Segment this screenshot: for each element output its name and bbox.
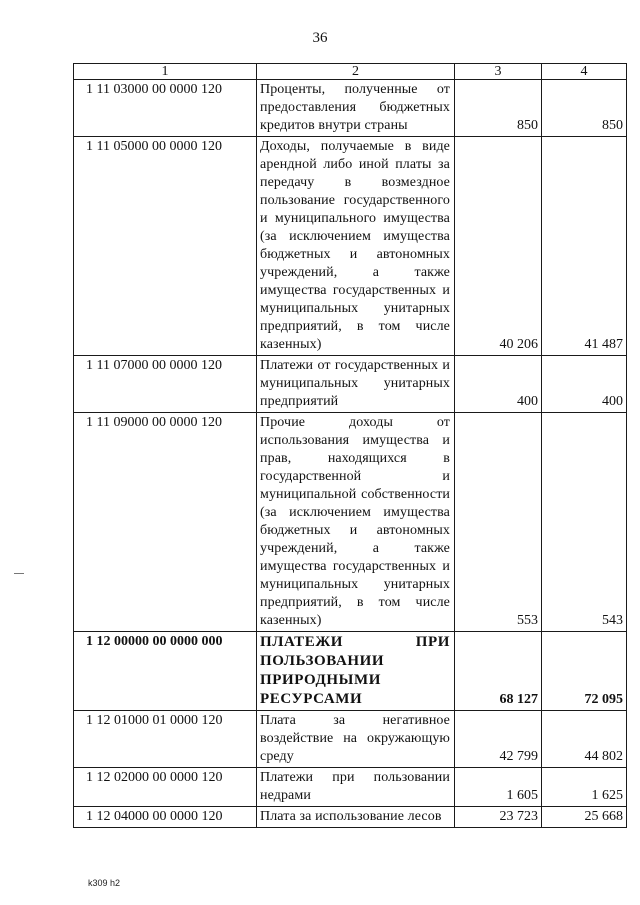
table-row bbox=[74, 137, 627, 356]
revenue-name-cell: Прочие доходы от использования имущества и прав, находящихся в государственной и муниципальной собственности (за исключением имущества бюджетных и автономных учреждений, а также имущества государственных и муниципальных унитарных предприятий, в том числе казенных) bbox=[257, 413, 455, 632]
table-row-section-total bbox=[74, 632, 627, 711]
column-header-1: 1 bbox=[74, 64, 257, 80]
column-header-3: 3 bbox=[455, 64, 542, 80]
amount-col3-cell: 850 bbox=[455, 80, 542, 137]
budget-code-cell: 1 12 02000 00 0000 120 bbox=[74, 768, 257, 807]
amount-col4-cell: 850 bbox=[542, 80, 627, 137]
amount-col4-cell: 400 bbox=[542, 356, 627, 413]
amount-col3-cell: 1 605 bbox=[455, 768, 542, 807]
budget-code-cell: 1 11 05000 00 0000 120 bbox=[74, 137, 257, 356]
amount-col3-cell: 68 127 bbox=[455, 632, 542, 711]
page-number: 36 bbox=[312, 30, 328, 46]
margin-mark bbox=[14, 573, 24, 574]
revenue-name-cell: Плата за негативное воздействие на окружающую среду bbox=[257, 711, 455, 768]
amount-col3-cell: 553 bbox=[455, 413, 542, 632]
revenue-name-cell: Плата за использование лесов bbox=[257, 807, 455, 828]
amount-col4-cell: 72 095 bbox=[542, 632, 627, 711]
footer-document-code: k309 h2 bbox=[88, 878, 121, 888]
table-row bbox=[74, 807, 627, 828]
amount-col4-cell: 543 bbox=[542, 413, 627, 632]
amount-col4-cell: 41 487 bbox=[542, 137, 627, 356]
budget-code-cell: 1 12 04000 00 0000 120 bbox=[74, 807, 257, 828]
table-row bbox=[74, 356, 627, 413]
revenue-name-cell: Проценты, полученные от предоставления бюджетных кредитов внутри страны bbox=[257, 80, 455, 137]
budget-code-cell: 1 11 03000 00 0000 120 bbox=[74, 80, 257, 137]
amount-col3-cell: 23 723 bbox=[455, 807, 542, 828]
amount-col3-cell: 40 206 bbox=[455, 137, 542, 356]
amount-col3-cell: 400 bbox=[455, 356, 542, 413]
column-header-4: 4 bbox=[542, 64, 627, 80]
revenue-name-cell: Платежи при пользовании недрами bbox=[257, 768, 455, 807]
budget-code-cell: 1 11 07000 00 0000 120 bbox=[74, 356, 257, 413]
budget-code-cell: 1 12 01000 01 0000 120 bbox=[74, 711, 257, 768]
budget-code-cell: 1 12 00000 00 0000 000 bbox=[74, 632, 257, 711]
table-row bbox=[74, 711, 627, 768]
amount-col4-cell: 44 802 bbox=[542, 711, 627, 768]
column-header-2: 2 bbox=[257, 64, 455, 80]
budget-revenue-table bbox=[73, 63, 627, 828]
table-row bbox=[74, 80, 627, 137]
amount-col3-cell: 42 799 bbox=[455, 711, 542, 768]
table-row bbox=[74, 413, 627, 632]
revenue-name-cell: ПЛАТЕЖИ ПРИ ПОЛЬЗОВАНИИ ПРИРОДНЫМИ РЕСУРСАМИ bbox=[257, 632, 455, 711]
table-header-row bbox=[74, 64, 627, 80]
amount-col4-cell: 1 625 bbox=[542, 768, 627, 807]
revenue-name-cell: Доходы, получаемые в виде арендной либо иной платы за передачу в возмездное пользование государственного и муниципального имущества (за исключением имущества бюджетных и автономных учреждений, а также имущества государственных и муниципальных унитарных предприятий, в том числе казенных) bbox=[257, 137, 455, 356]
revenue-name-cell: Платежи от государственных и муниципальных унитарных предприятий bbox=[257, 356, 455, 413]
budget-code-cell: 1 11 09000 00 0000 120 bbox=[74, 413, 257, 632]
amount-col4-cell: 25 668 bbox=[542, 807, 627, 828]
table-row bbox=[74, 768, 627, 807]
